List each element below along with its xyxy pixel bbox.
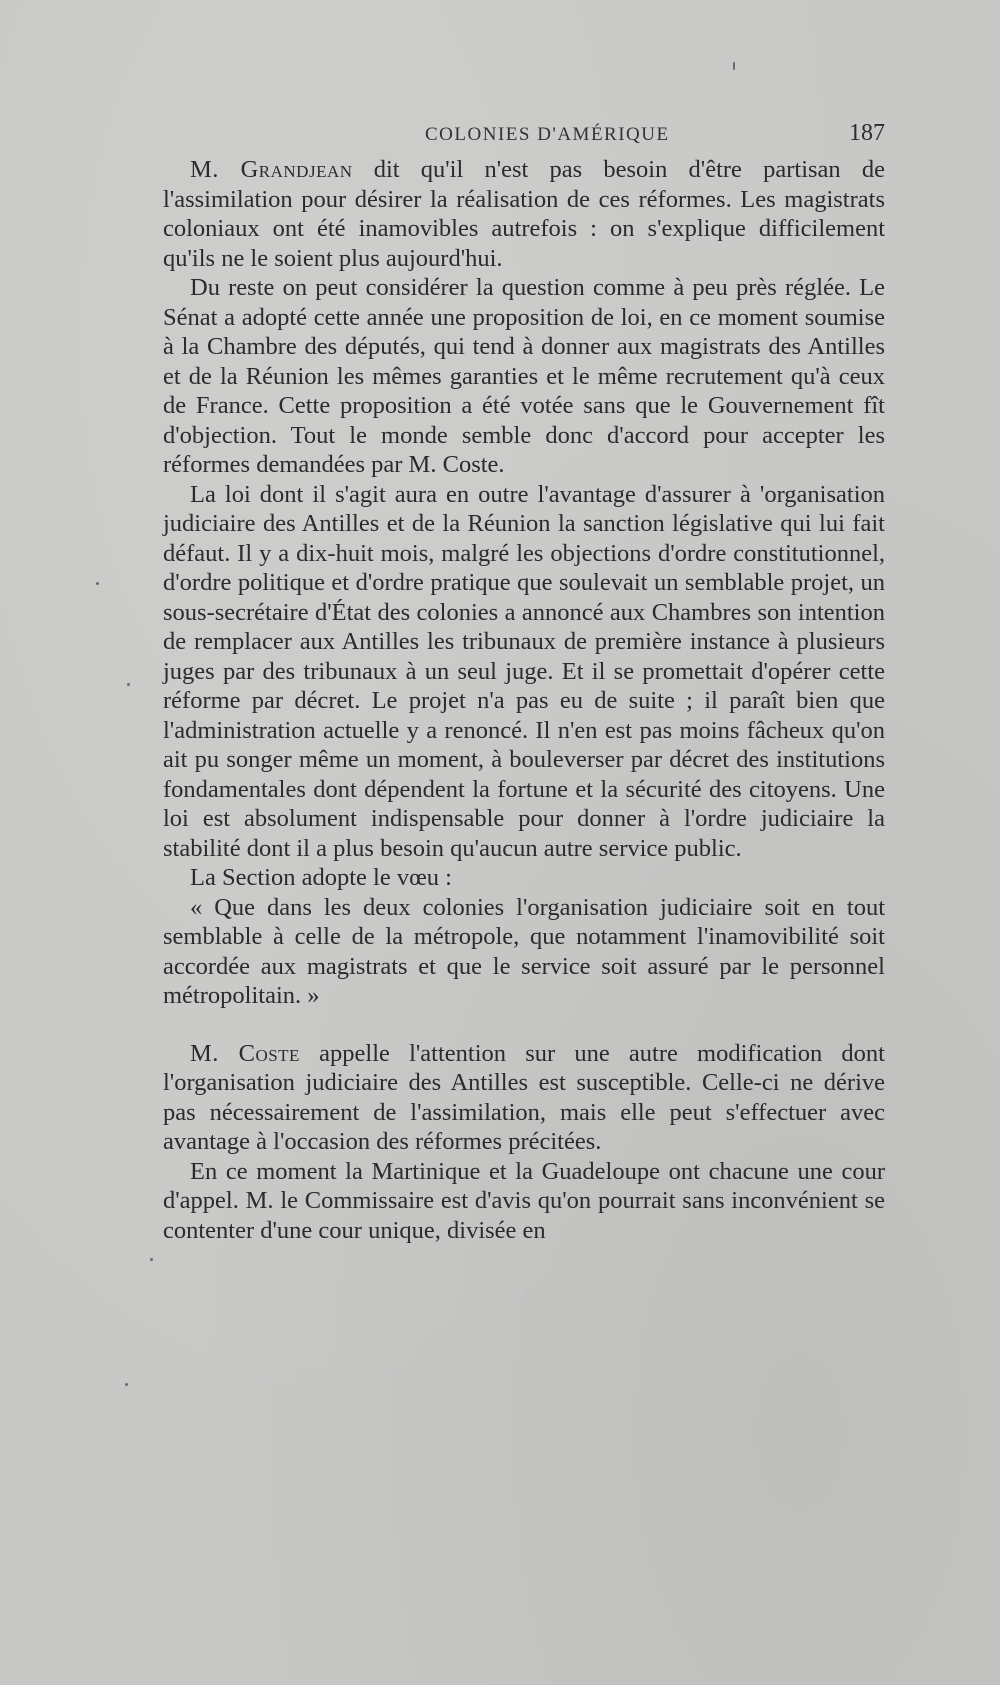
paragraph-resolution-quote: « Que dans les deux colonies l'organisation judiciaire soit en tout semblable à celle de la métropole, que notamment l'inamovibilité soit accordée aux magistrats et que le service soit assuré par le personnel métropolitain. » — [163, 893, 885, 1009]
page-number: 187 — [849, 120, 885, 146]
paragraph: La loi dont il s'agit aura en outre l'avantage d'assurer à 'organisation judiciaire des Antilles et de la Réunion la sanction législative qui lui fait défaut. Il y a dix-huit mois, malgré les objections d'ordre constitutionnel, d'ordre politique et d'ordre pratique que soulevait un semblable projet, un sous-secrétaire d'État des colonies a annoncé aux Chambres son intention de remplacer aux Antilles les tribunaux de première instance à plusieurs juges par des tribunaux à un seul juge. Et il se promettait d'opérer cette réforme par décret. Le projet n'a pas eu de suite ; il paraît bien que l'administration actuelle y a renoncé. Il n'en est pas moins fâcheux qu'on ait pu songer même un moment, à bouleverser par décret des institutions fondamentales dont dépendent la fortune et la sécurité des citoyens. Une loi est absolument indispensable pour donner à l'ordre judiciaire la stabilité dont il a plus besoin qu'aucun autre service public. — [163, 480, 885, 862]
paragraph: En ce moment la Martinique et la Guadeloupe ont chacune une cour d'appel. M. le Commissaire est d'avis qu'on pourrait sans inconvénient se contenter d'une cour unique, divisée en — [163, 1157, 885, 1244]
paper-speck — [96, 582, 99, 585]
paragraph-grandjean — [163, 155, 885, 273]
paper-speck — [127, 683, 130, 686]
speaker-name: M. Grandjean — [190, 156, 353, 183]
paper-speck — [150, 1258, 153, 1261]
paragraph-coste — [163, 1039, 885, 1157]
paragraph-text: appelle l'attention sur une autre modification dont l'organisation judiciaire des Antilles est susceptible. Celle-ci ne dérive pas nécessairement de l'assimilation, mais elle peut s'effectuer avec avantage à l'occasion des réformes précitées. — [163, 1039, 885, 1155]
body-text — [163, 155, 885, 1245]
speaker-name: M. Coste — [190, 1039, 300, 1067]
running-head: COLONIES D'AMÉRIQUE — [425, 124, 670, 145]
paragraph-vote-intro: La Section adopte le vœu : — [190, 864, 452, 891]
paragraph: Du reste on peut considérer la question comme à peu près réglée. Le Sénat a adopté cette année une proposition de loi, en ce moment soumise à la Chambre des députés, qui tend à donner aux magistrats des Antilles et de la Réunion les mêmes garanties et le même recrutement qu'à ceux de France. Cette proposition a été votée sans que le Gouvernement fît d'objection. Tout le monde semble donc d'accord pour accepter les réformes demandées par M. Coste. — [163, 274, 885, 478]
paper-speck — [125, 1383, 128, 1386]
paragraph-text: dit qu'il n'est pas besoin d'être partisan de l'assimilation pour désirer la réalisation de ces réformes. Les magistrats coloniaux ont été inamovibles autrefois : on s'explique difficilement qu'ils ne le soient plus aujourd'hui. — [163, 156, 885, 272]
paper-speck — [733, 62, 735, 70]
page-header — [165, 118, 885, 150]
